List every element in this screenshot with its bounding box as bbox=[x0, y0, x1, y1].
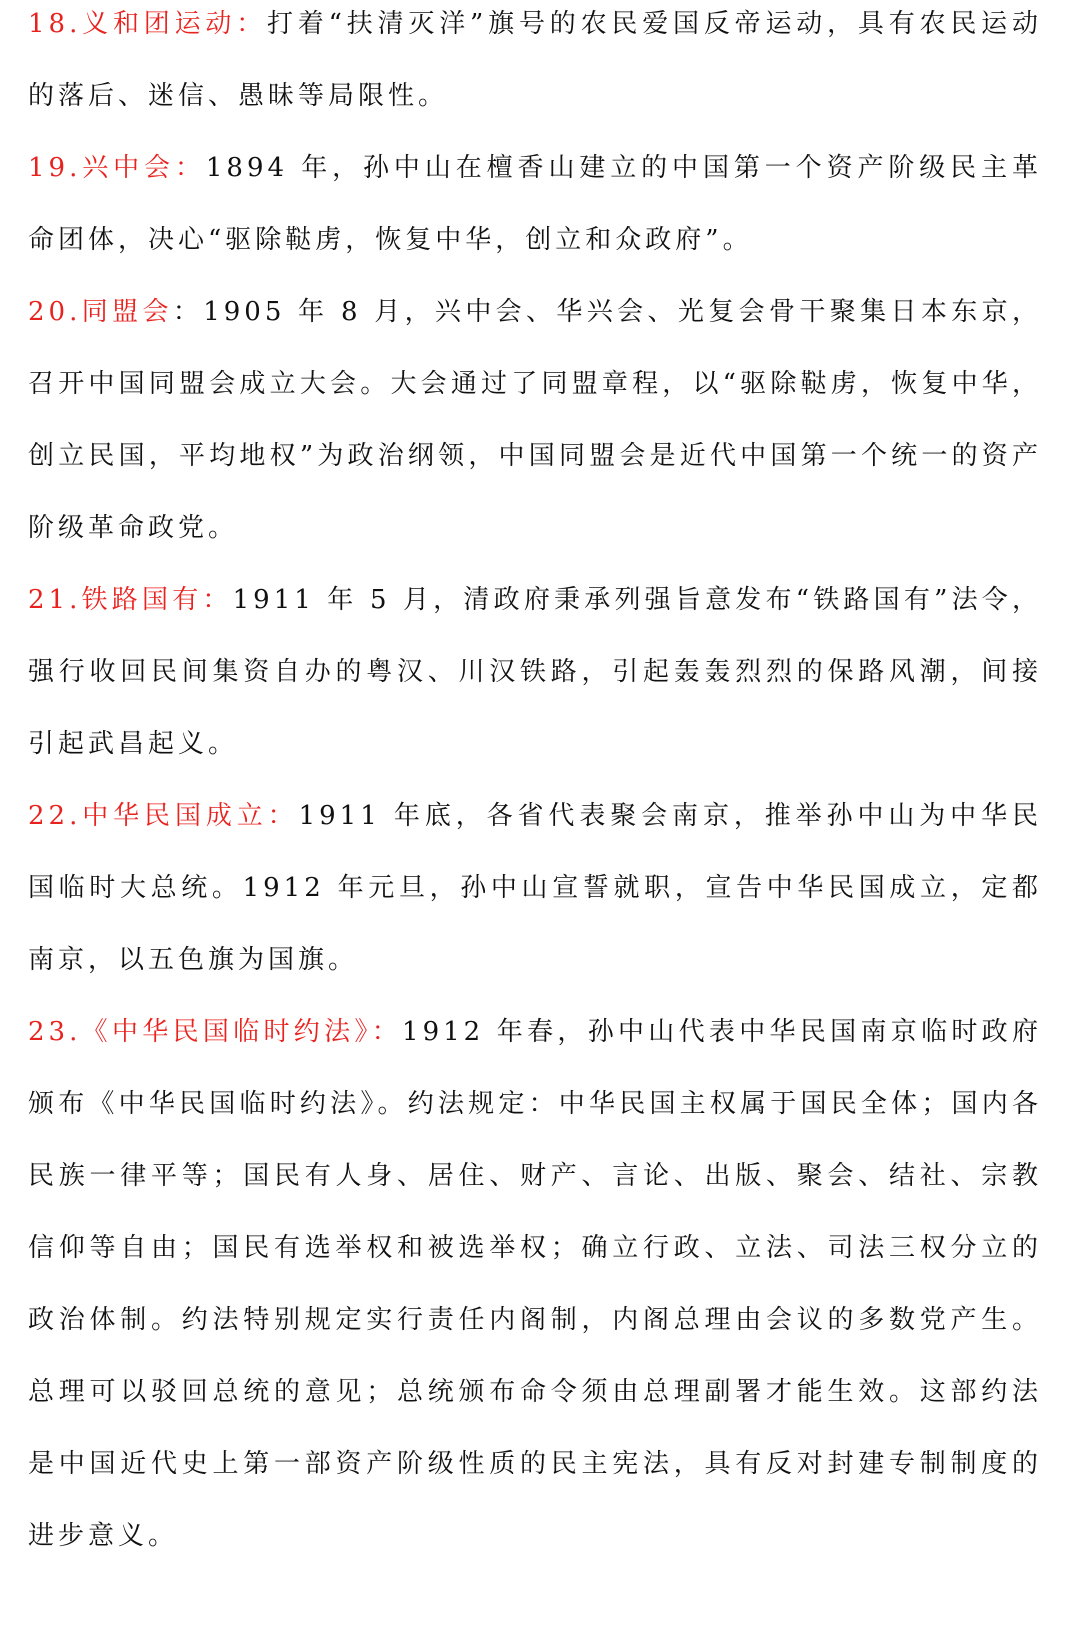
entry-term: 19.兴中会： bbox=[28, 153, 206, 183]
entry-tongmenghui bbox=[28, 276, 1042, 564]
entry-term: 18.义和团运动： bbox=[28, 9, 268, 39]
entry-body: 1911 年底，各省代表聚会南京，推举孙中山为中华民国临时大总统。1912 年元旦，孙中山宣誓就职，宣告中华民国成立，定都南京，以五色旗为国旗。 bbox=[28, 801, 1042, 975]
entry-body: 1912 年春，孙中山代表中华民国南京临时政府颁布《中华民国临时约法》。约法规定：中华民国主权属于国民全体；国内各民族一律平等；国民有人身、居住、财产、言论、出版、聚会、结社、宗教信仰等自由；国民有选举权和被选举权；确立行政、立法、司法三权分立的政治体制。约法特别规定实行责任内阁制，内阁总理由会议的多数党产生。总理可以驳回总统的意见；总统颁布命令须由总理副署才能生效。这部约法是中国近代史上第一部资产阶级性质的民主宪法，具有反对封建专制制度的进步意义。 bbox=[28, 1017, 1042, 1551]
entry-body: 1911 年 5 月，清政府秉承列强旨意发布“铁路国有”法令，强行收回民间集资自办的粤汉、川汉铁路，引起轰轰烈烈的保路风潮，间接引起武昌起义。 bbox=[28, 585, 1042, 759]
entry-roc-founding bbox=[28, 780, 1042, 996]
entry-term: 23.《中华民国临时约法》： bbox=[28, 1017, 403, 1047]
entry-body: 打着“扶清灭洋”旗号的农民爱国反帝运动，具有农民运动的落后、迷信、愚昧等局限性。 bbox=[28, 9, 1042, 111]
entry-term: 22.中华民国成立： bbox=[28, 801, 299, 831]
entry-provisional-constitution bbox=[28, 996, 1042, 1572]
entry-railway-nationalization bbox=[28, 564, 1042, 780]
entry-body: 1894 年，孙中山在檀香山建立的中国第一个资产阶级民主革命团体，决心“驱除鞑虏，恢复中华，创立和众政府”。 bbox=[28, 153, 1042, 255]
entry-body: ：1905 年 8 月，兴中会、华兴会、光复会骨干聚集日本东京，召开中国同盟会成立大会。大会通过了同盟章程，以“驱除鞑虏，恢复中华，创立民国，平均地权”为政治纲领，中国同盟会是近代中国第一个统一的资产阶级革命政党。 bbox=[28, 297, 1042, 543]
entry-boxer-movement bbox=[28, 0, 1042, 132]
entry-xingzhonghui bbox=[28, 132, 1042, 276]
entry-term: 21.铁路国有： bbox=[28, 585, 233, 615]
entry-term: 20.同盟会 bbox=[28, 297, 173, 327]
